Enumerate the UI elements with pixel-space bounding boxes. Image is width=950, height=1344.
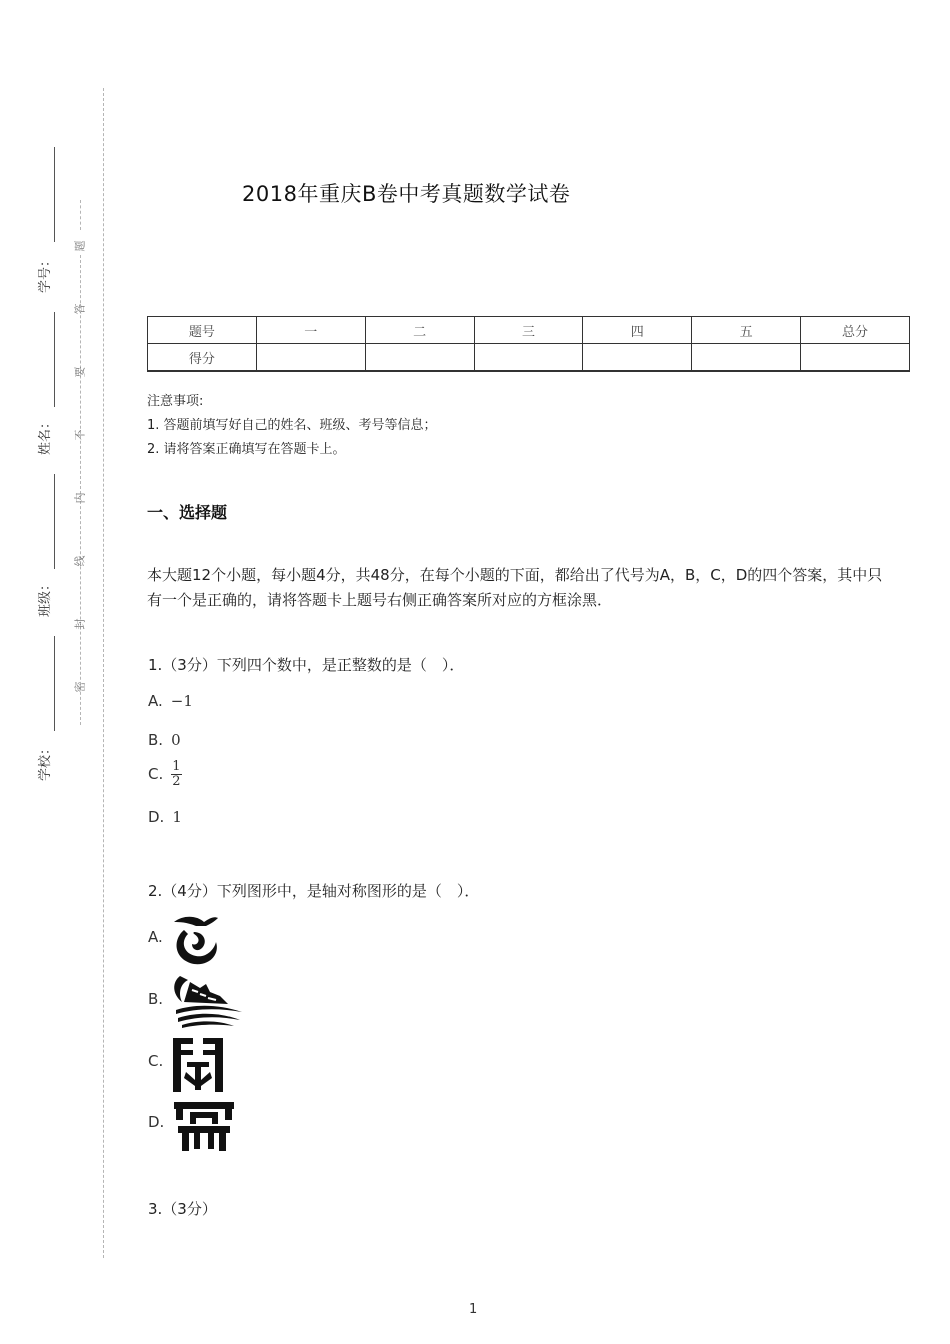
section-title: 一、选择题 — [147, 503, 228, 522]
option-fraction — [171, 760, 181, 789]
seal-char: 不 — [73, 429, 87, 441]
seal-char: 内 — [73, 492, 87, 504]
fraction-numerator: 1 — [172, 759, 181, 774]
option-label: D. — [148, 808, 165, 826]
school-label: 学校： — [38, 741, 54, 782]
option-value: −1 — [170, 692, 193, 710]
school-line — [54, 636, 55, 731]
question-2-option-b-label[interactable]: B. — [148, 990, 164, 1008]
score-header-cell: 总分 — [801, 317, 910, 344]
score-cell[interactable] — [692, 344, 801, 372]
option-label: A. — [148, 692, 163, 710]
section-intro: 本大题12个小题，每小题4分，共48分，在每个小题的下面，都给出了代号为A，B，C，D的四个答案，其中只有一个是正确的，请将答题卡上题号右侧正确答案所对应的方框涂黑． — [147, 566, 883, 609]
seal-char: 题 — [73, 240, 87, 252]
score-table — [147, 316, 910, 372]
seal-char: 密 — [73, 681, 87, 693]
question-2-option-d-label[interactable]: D. — [148, 1113, 165, 1131]
option-label: C. — [148, 765, 164, 783]
binding-dashed-line — [103, 88, 104, 1258]
gate-character-logo-icon[interactable] — [170, 1036, 226, 1094]
notes-block — [147, 390, 437, 462]
page-number: 1 — [469, 1302, 478, 1317]
score-cell[interactable] — [583, 344, 692, 372]
name-line — [54, 312, 55, 407]
score-header-cell: 三 — [474, 317, 583, 344]
option-value: 1 — [172, 808, 182, 826]
question-1-stem: 1.（3分）下列四个数中，是正整数的是（ ）． — [148, 656, 465, 674]
seal-char: 封 — [73, 618, 87, 630]
score-cell[interactable] — [474, 344, 583, 372]
student-id-line — [54, 147, 55, 242]
score-cell[interactable] — [365, 344, 474, 372]
class-line — [54, 474, 55, 569]
score-header-cell: 题号 — [148, 317, 257, 344]
seal-dashed-line-lower — [80, 255, 81, 725]
score-row-label: 得分 — [148, 344, 257, 372]
score-cell[interactable] — [801, 344, 910, 372]
question-2-stem: 2.（4分）下列图形中，是轴对称图形的是（ ）． — [148, 882, 480, 900]
score-header-cell: 五 — [692, 317, 801, 344]
ship-wave-logo-icon[interactable] — [170, 972, 244, 1030]
question-2-option-c-label[interactable]: C. — [148, 1052, 164, 1070]
seal-char: 要 — [73, 366, 87, 378]
notes-item: 2. 请将答案正确填写在答题卡上。 — [147, 442, 346, 457]
name-label: 姓名： — [38, 415, 54, 456]
question-1-option-b[interactable] — [148, 731, 181, 749]
score-header-cell: 二 — [365, 317, 474, 344]
score-table-score-row — [148, 344, 910, 372]
seal-char: 线 — [73, 555, 87, 567]
question-2-option-a-label[interactable]: A. — [148, 928, 163, 946]
score-table-header-row — [148, 317, 910, 344]
question-1-option-a[interactable] — [148, 692, 193, 710]
score-header-cell: 一 — [256, 317, 365, 344]
pavilion-logo-icon[interactable] — [172, 1098, 236, 1152]
question-3-stem: 3.（3分） — [148, 1200, 217, 1218]
score-header-cell: 四 — [583, 317, 692, 344]
option-value: 0 — [171, 731, 181, 749]
seal-char: 答 — [73, 303, 87, 315]
student-id-label: 学号： — [38, 253, 54, 294]
notes-item: 1. 答题前填写好自己的姓名、班级、考号等信息； — [147, 418, 437, 433]
fraction-denominator: 2 — [172, 774, 181, 789]
option-label: B. — [148, 731, 164, 749]
page-title: 2018年重庆B卷中考真题数学试卷 — [242, 182, 571, 206]
score-cell[interactable] — [256, 344, 365, 372]
notes-heading: 注意事项: — [147, 394, 204, 409]
question-1-option-c[interactable] — [148, 760, 182, 789]
class-label: 班级： — [38, 577, 54, 618]
swirl-logo-icon[interactable] — [170, 912, 222, 968]
question-1-option-d[interactable] — [148, 808, 182, 826]
seal-dashed-line-upper — [80, 200, 81, 230]
